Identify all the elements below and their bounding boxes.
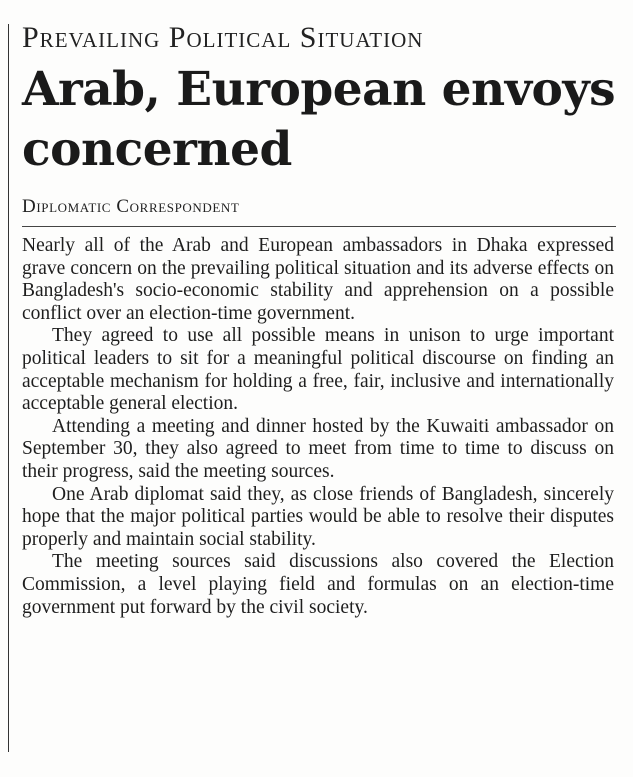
article-paragraph: They agreed to use all possible means in unison to urge important political leaders to sit for a meaningful political discourse on finding an acceptable mechanism for holding a free, fair, inclusive and internationally acceptable general election.: [22, 325, 614, 415]
article-byline: Diplomatic Correspondent: [22, 196, 240, 217]
article-paragraph: One Arab diplomat said they, as close friends of Bangladesh, sincerely hope that the major political parties would be able to resolve their disputes properly and maintain social stability.: [22, 483, 614, 550]
article-body: [22, 235, 614, 619]
article-kicker: Prevailing Political Situation: [22, 21, 424, 54]
column-rule: [8, 24, 9, 752]
byline-divider: [22, 226, 616, 227]
article-paragraph: Attending a meeting and dinner hosted by the Kuwaiti ambassador on September 30, they also agreed to meet from time to time to discuss on their progress, said the meeting sources.: [22, 415, 614, 482]
article-paragraph: The meeting sources said discussions also covered the Election Commission, a level playing field and formulas on an election-time government put forward by the civil society.: [22, 551, 614, 618]
article-headline: Arab, European envoys concerned: [22, 62, 616, 177]
article-paragraph: Nearly all of the Arab and European ambassadors in Dhaka expressed grave concern on the prevailing political situation and its adverse effects on Bangladesh's socio-economic stability and apprehension on a possible conflict over an election-time government.: [22, 235, 614, 324]
